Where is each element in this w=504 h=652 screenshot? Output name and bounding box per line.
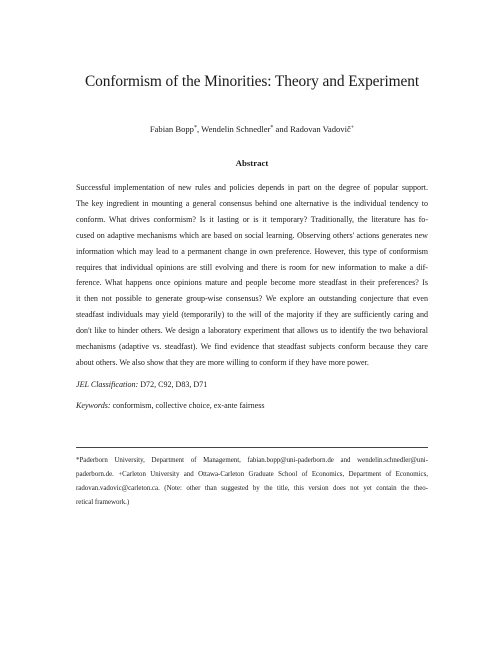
- abstract-line: cused on adaptive mechanisms which are based on social learning. Observing others' actions generates new: [76, 230, 428, 240]
- abstract-line: don't like to hinder others. We design a laboratory experiment that allows us to identify the two behavioral: [76, 326, 428, 336]
- author-name: Fabian Bopp: [149, 124, 194, 134]
- abstract-line: it then not possible to generate group-wise consensus? We explore an outstanding conjecture that even: [76, 294, 428, 304]
- footnote-divider: [76, 447, 428, 448]
- abstract-line: information which may lead to a permanent change in own preference. However, this type of conformism: [76, 246, 428, 256]
- keywords-list: conformism, collective choice, ex-ante fairness: [110, 401, 265, 410]
- abstract-line: requires that individual opinions are still evolving and there is room for new information to make a dif-: [76, 262, 428, 272]
- affiliation-footnote: [76, 454, 428, 510]
- jel-label: JEL Classification:: [76, 380, 139, 389]
- affiliation-mark: +: [350, 125, 355, 131]
- footnote-line: *Paderborn University, Department of Management, fabian.bopp@uni-paderborn.de and wendelin.schnedler@uni-: [76, 457, 428, 464]
- author-name: Radovan Vadovič: [290, 124, 351, 134]
- keywords-label: Keywords:: [76, 401, 111, 410]
- author-separator: ,: [196, 124, 202, 134]
- author-separator: and: [273, 124, 291, 134]
- affiliation-mark: *: [270, 125, 274, 131]
- abstract-line: conform. What drives conformism? Is it lasting or is it temporary? Traditionally, the literature has fo-: [76, 214, 428, 224]
- jel-codes: D72, C92, D83, D71: [138, 380, 208, 389]
- jel-classification: [76, 380, 428, 389]
- paper-title: Conformism of the Minorities: Theory and Experiment: [84, 73, 419, 90]
- affiliation-mark: *: [193, 125, 197, 131]
- author-name: Wendelin Schnedler: [201, 124, 271, 134]
- abstract-line: steadfast individuals may yield (temporarily) to the will of the majority if they are sufficiently caring and: [76, 310, 428, 320]
- author-list: [0, 124, 504, 134]
- abstract-line: about others. We also show that they are more willing to conform if they have more power.: [76, 357, 369, 367]
- footnote-line: radovan.vadovic@carleton.ca. (Note: other than suggested by the title, this version does not yet contain the theo-: [76, 484, 428, 492]
- footnote-line: retical framework.): [76, 498, 130, 506]
- abstract-heading: Abstract: [235, 158, 269, 168]
- abstract-line: mechanisms (adaptive vs. steadfast). We find evidence that steadfast subjects conform because they care: [76, 342, 428, 352]
- abstract-body: [76, 180, 428, 371]
- footnote-line: paderborn.de. +Carleton University and Ottawa-Carleton Graduate School of Economics, Department of Economics,: [76, 470, 428, 478]
- abstract-line: Successful implementation of new rules and policies depends in part on the degree of popular support.: [76, 183, 428, 192]
- abstract-line: ference. What happens once opinions mature and people become more steadfast in their preferences? Is: [76, 278, 428, 288]
- abstract-line: The key ingredient in mounting a general consensus behind one alternative is the individual tendency to: [76, 198, 428, 208]
- keywords: [76, 401, 428, 410]
